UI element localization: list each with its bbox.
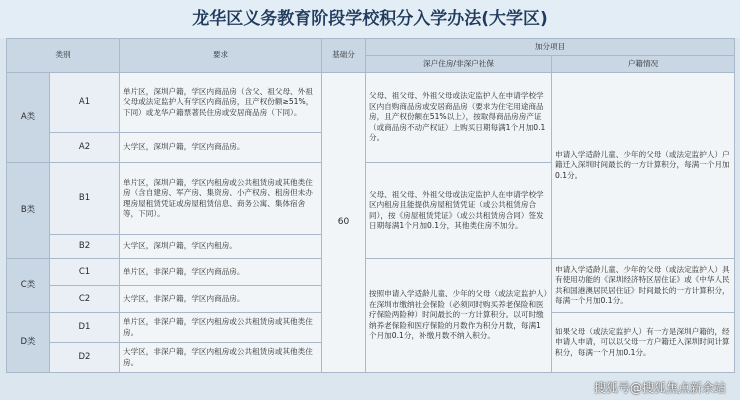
requirement-a1: 单片区，深圳户籍，学区内商品房（含父、祖父母、外祖父母或法定监护人有学区内商品房，且产权份额≥51%，下同）或龙华户籍票著民住房或安居商品房（下同）。 xyxy=(120,73,322,133)
category-c: C类 xyxy=(7,259,50,313)
bonus-hukou-cd-2: 如果父母（或法定监护人）有一方是深圳户籍的，经申请人申请，可以以父母一方户籍迁入深圳时间计算积分，每满一个月加0.1分。 xyxy=(552,313,735,373)
page-title: 龙华区义务教育阶段学校积分入学办法(大学区) xyxy=(0,0,740,38)
code-b2: B2 xyxy=(50,235,120,259)
code-c1: C1 xyxy=(50,259,120,286)
bonus-hukou-cd-1: 申请入学适龄儿童、少年的父母（或法定监护人）具有使用功能的《深圳经济特区居住证》或《中华人民共和国港澳居民居住证》时间最长的一方计算积分，每满一个月加0.1分。 xyxy=(552,259,735,313)
header-hukou: 户籍情况 xyxy=(552,56,735,73)
base-score: 60 xyxy=(322,73,366,373)
watermark: 搜狐号@搜狐焦点新余站 xyxy=(593,381,726,395)
code-a2: A2 xyxy=(50,133,120,163)
bonus-housing-a: 父母、祖父母、外祖父母或法定监护人在申请学校学区内自购商品房或安居商品房（要求为住宅用途商品房，且产权份额在51%以上），按取得商品房房产证（或商品房不动产权证）上购买日期每满1个月加0.1分。 xyxy=(366,73,552,163)
requirement-a2: 大学区，深圳户籍，学区内商品房。 xyxy=(120,133,322,163)
requirement-d1: 单片区，非深户籍，学区内租房或公共租赁房或其他类住房。 xyxy=(120,313,322,343)
header-bonus: 加分项目 xyxy=(366,39,735,56)
header-category: 类别 xyxy=(7,39,120,73)
requirement-c1: 单片区，非深户籍，学区内商品房。 xyxy=(120,259,322,286)
code-d1: D1 xyxy=(50,313,120,343)
header-residence-social: 深户住房/非深户社保 xyxy=(366,56,552,73)
header-base-score: 基础分 xyxy=(322,39,366,73)
category-d: D类 xyxy=(7,313,50,373)
requirement-b2: 大学区，深圳户籍，学区内租房。 xyxy=(120,235,322,259)
requirement-d2: 大学区，非深户籍，学区内租房或公共租赁房或其他类住房。 xyxy=(120,343,322,373)
requirement-c2: 大学区，非深户籍，学区内商品房。 xyxy=(120,286,322,313)
code-a1: A1 xyxy=(50,73,120,133)
header-requirement: 要求 xyxy=(120,39,322,73)
bonus-housing-b: 父母、祖父母、外祖父母或法定监护人在申请学校学区内租房且能提供房屋租赁凭证（或公共租赁房合同），按《房屋租赁凭证》（或公共租赁房合同）签发日期每满1个月加0.1分，其他类住房不加分。 xyxy=(366,163,552,259)
code-c2: C2 xyxy=(50,286,120,313)
category-b: B类 xyxy=(7,163,50,259)
category-a: A类 xyxy=(7,73,50,163)
bonus-hukou-ab: 申请入学适龄儿童、少年的父母（或法定监护人）户籍迁入深圳时间最长的一方计算积分，每满一个月加0.1分。 xyxy=(552,73,735,259)
bonus-social-cd: 按照申请入学适龄儿童、少年的父母（或法定监护人）在深圳市缴纳社会保险（必须同时购买养老保险和医疗保险两险种）时间最长的一方计算积分。以可时缴纳养老保险和医疗保险的月数作为积分月数，每满1个月加0.1分，补缴月数不纳入积分。 xyxy=(366,259,552,373)
code-b1: B1 xyxy=(50,163,120,235)
requirement-b1: 单片区，深圳户籍，学区内租房或公共租赁房或其他类住房（含自建房、军产房、集资房、小产权房、租房但未办理房屋租赁凭证或房屋租赁信息、商务公寓、集体宿舍等，下同）。 xyxy=(120,163,322,235)
admission-table xyxy=(6,38,735,373)
code-d2: D2 xyxy=(50,343,120,373)
